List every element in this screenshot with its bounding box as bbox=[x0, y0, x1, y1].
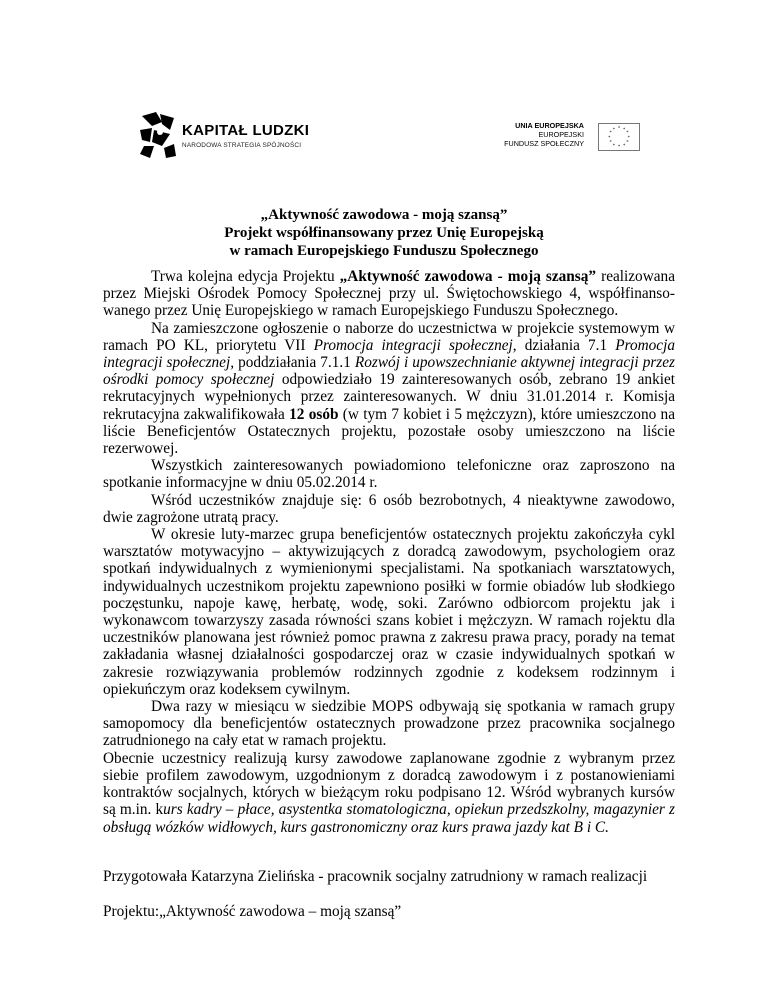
p2-italic-b: Promocja integracji społecznej bbox=[313, 336, 513, 354]
p7-text-a: Obecnie uczestnicy realizują kursy zawodowe zaplanowane zgodnie z wybranym przez siebie profilem zawodowym, uzgodnionym z doradcą zawodowym i z postanowieniami kontraktów socjalnych, których w bieżącym roku podpisano 12. Wśród wybranych kursów są m.in. k bbox=[103, 749, 675, 819]
svg-text:*: * bbox=[626, 140, 629, 146]
p7-italic-courses: urs kadry – płace, asystentka stomatologiczna, opiekun przedszkolny, magazynier z obsługą wózków widłowych, kurs gastronomiczny oraz kurs prawa jazdy kat B i C. bbox=[103, 801, 675, 836]
kapital-ludzki-title: KAPITAŁ LUDZKI bbox=[182, 122, 310, 139]
paragraph-3: Wszystkich zainteresowanych powiadomiono telefoniczne oraz zaproszono na spotkanie informacyjne w dniu 05.02.2014 r. bbox=[103, 457, 675, 492]
eu-logo-text bbox=[504, 121, 584, 148]
document-title bbox=[0, 206, 768, 260]
footer-line-2: Projektu:„Aktywność zawodowa – moją szansą” bbox=[103, 903, 402, 920]
kapital-ludzki-emblem-icon bbox=[140, 112, 176, 158]
title-line-2: Projekt współfinansowany przez Unię Europejską bbox=[224, 225, 544, 241]
eu-line-3: FUNDUSZ SPOŁECZNY bbox=[504, 139, 584, 148]
paragraph-2 bbox=[103, 320, 675, 458]
eu-flag-icon bbox=[598, 123, 640, 151]
document-body bbox=[103, 268, 675, 836]
title-line-3: w ramach Europejskiego Funduszu Społecznego bbox=[229, 243, 539, 259]
p2-italic-d: Promocja integracji społecznej, bbox=[103, 336, 675, 372]
paragraph-1 bbox=[103, 268, 675, 320]
svg-text:*: * bbox=[609, 140, 612, 146]
p2-text-g: odpowiedziało 19 zainteresowanych osób, zebrano 19 ankiet rekrutacyjnych wypełnionych przez zainteresowanych. W dniu 31.01.2014 r. Komisja rekrutacyjna zakwalifikowała bbox=[103, 371, 676, 423]
svg-text:*: * bbox=[617, 126, 621, 132]
p1-project-name: „Aktywność zawodowa - moją szansą” bbox=[339, 268, 597, 285]
paragraph-4: Wśród uczestników znajduje się: 6 osób bezrobotnych, 4 nieaktywne zawodowo, dwie zagrożone utratą pracy. bbox=[103, 491, 675, 526]
paragraph-6: Dwa razy w miesiącu w siedzibie MOPS odbywają się spotkania w ramach grupy samopomocy dla beneficjentów ostatecznych prowadzone przez pracownika socjalnego zatrudnionego na cały etat w ramach projektu. bbox=[103, 698, 675, 750]
svg-text:*: * bbox=[617, 145, 621, 151]
svg-text:*: * bbox=[609, 131, 612, 137]
p2-text-e: poddziałania 7.1.1 bbox=[234, 354, 355, 372]
svg-text:*: * bbox=[627, 135, 630, 141]
p1-text-c: realizowana przez Miejski Ośrodek Pomocy Społecznej przy ul. Świętochowskiego 4, współfinanso-wanego przez Unię Europejskiego w ramach Europejskiego Funduszu Społecznego. bbox=[103, 268, 675, 320]
paragraph-5: W okresie luty-marzec grupa beneficjentów ostatecznych projektu zakończyła cykl warsztatów motywacyjno – aktywizujących z doradcą zawodowym, psychologiem oraz spotkań indywidualnych z wymienionymi specjalistami. Na spotkaniach warsztatowych, indywidualnych uczestnikom projektu zapewniono posiłki w formie obiadów lub słodkiego poczęstunku, napoje kawę, herbatę, wodę, soki. Zarówno odbiorcom projektu jak i wykonawcom towarzyszy zasada równości szans kobiet i mężczyzn. W ramach rojektu dla uczestników planowana jest również pomoc prawna z zakresu prawa pracy, porady na temat zakładania własnej działalności gospodarczej oraz w czasie indywidualnych spotkań w zakresie rozwiązywania problemów rodzinnych zgodnie z kodeksem rodzinnym i opiekuńczym oraz kodeksem cywilnym. bbox=[103, 526, 675, 698]
kapital-ludzki-subtitle: NARODOWA STRATEGIA SPÓJNOŚCI bbox=[182, 142, 302, 149]
svg-text:*: * bbox=[626, 131, 629, 137]
p1-text-a: Trwa kolejna edycja Projektu bbox=[151, 268, 340, 285]
svg-text:*: * bbox=[612, 127, 616, 133]
svg-text:*: * bbox=[612, 143, 616, 149]
svg-text:*: * bbox=[622, 127, 626, 133]
p2-bold-count: 12 osób bbox=[289, 405, 339, 423]
eu-logo bbox=[490, 121, 640, 153]
p2-text-c: , działania 7.1 bbox=[512, 336, 616, 354]
eu-line-1: UNIA EUROPEJSKA bbox=[515, 121, 584, 130]
title-line-1: „Aktywność zawodowa - moją szansą” bbox=[260, 207, 508, 223]
footer-line-1: Przygotowała Katarzyna Zielińska - pracownik socjalny zatrudniony w ramach realizacji bbox=[103, 868, 648, 885]
paragraph-7 bbox=[103, 750, 675, 836]
eu-line-2: EUROPEJSKI bbox=[538, 130, 584, 139]
kapital-ludzki-logo bbox=[140, 112, 360, 162]
p2-text-i: (w tym 7 kobiet i 5 mężczyzn), które umieszczono na liście Beneficjentów Ostatecznych projektu, pozostałe osoby umieszczono na liście rezerwowej. bbox=[103, 405, 675, 458]
p2-text-a: Na zamieszczone ogłoszenie o naborze do uczestnictwa w projekcie systemowym w ramach PO KL, priorytetu VII bbox=[103, 319, 675, 354]
svg-text:*: * bbox=[608, 135, 611, 141]
svg-text:*: * bbox=[622, 143, 626, 149]
p2-italic-f: Rozwój i upowszechnianie aktywnej integracji przez ośrodki pomocy społecznej bbox=[103, 354, 676, 389]
